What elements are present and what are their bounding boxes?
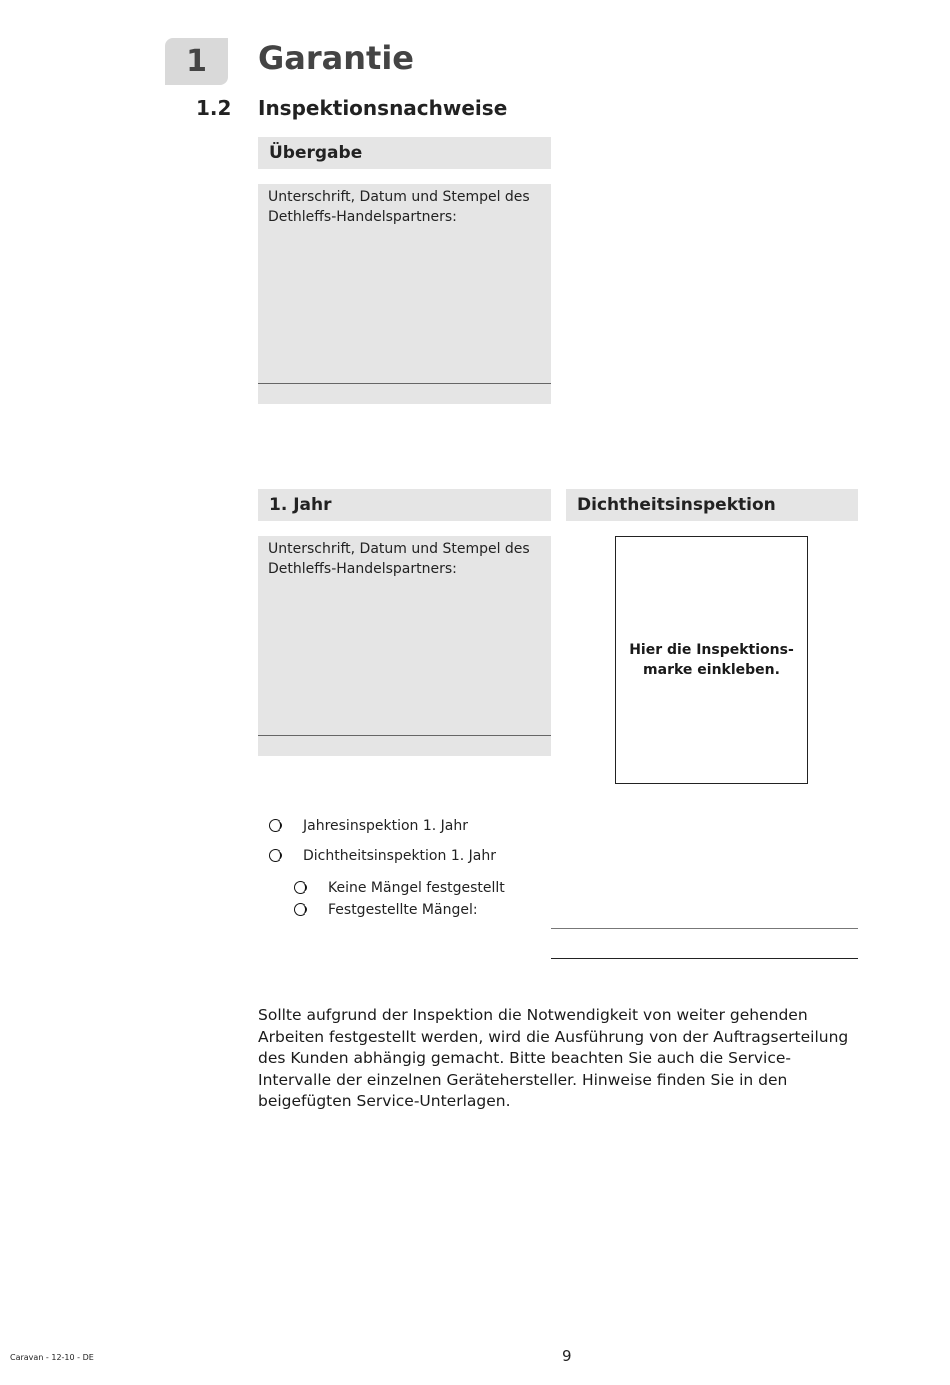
sticker-instruction-line1: Hier die Inspektions- — [629, 642, 794, 658]
defects-write-line-2[interactable] — [551, 958, 858, 959]
section-number: 1.2 — [196, 96, 232, 120]
section-title: Inspektionsnachweise — [258, 96, 508, 120]
year1-signature-box — [258, 536, 551, 735]
year1-header: 1. Jahr — [258, 489, 551, 521]
page-number: 9 — [562, 1347, 572, 1365]
checkbox-circle-icon[interactable] — [269, 849, 282, 862]
leak-inspection-header: Dichtheitsinspektion — [566, 489, 858, 521]
checklist-label: Jahresinspektion 1. Jahr — [303, 818, 469, 834]
defects-write-line-1[interactable] — [551, 928, 858, 929]
checklist-subitem-no-defects — [294, 878, 544, 898]
sticker-instruction-line2: marke einkleben. — [643, 662, 780, 678]
checkbox-circle-icon[interactable] — [269, 819, 282, 832]
chapter-title: Garantie — [258, 39, 414, 77]
notice-paragraph: Sollte aufgrund der Inspektion die Notwendigkeit von weiter gehenden Arbeiten festgestellt werden, wird die Ausführung von der Auftragserteilung des Kunden abhängig gemacht. Bitte beachten Sie auch die Service-Intervalle der einzelnen Gerätehersteller. Hinweise finden Sie in den beigefügten Service-Unterlagen. — [258, 1006, 849, 1110]
handover-signature-label: Unterschrift, Datum und Stempel des Dethleffs-Handelspartners: — [268, 189, 530, 225]
checklist-item-annual-inspection — [269, 816, 569, 836]
checklist-item-leak-inspection — [269, 846, 569, 866]
checkbox-circle-icon[interactable] — [294, 881, 307, 894]
checkbox-circle-icon[interactable] — [294, 903, 307, 916]
handover-header: Übergabe — [258, 137, 551, 169]
year1-signature-footer — [258, 736, 551, 756]
checklist-label: Festgestellte Mängel: — [328, 902, 478, 918]
document-code: Caravan - 12-10 - DE — [10, 1353, 94, 1362]
checklist-label: Dichtheitsinspektion 1. Jahr — [303, 848, 496, 864]
handover-block — [258, 137, 551, 169]
handover-signature-box — [258, 184, 551, 383]
checklist-subitem-defects-found — [294, 900, 544, 920]
handover-signature-footer — [258, 384, 551, 404]
inspection-sticker-field — [615, 536, 808, 784]
checklist-label: Keine Mängel festgestellt — [328, 880, 505, 896]
chapter-number-tab: 1 — [165, 38, 228, 85]
year1-signature-label: Unterschrift, Datum und Stempel des Dethleffs-Handelspartners: — [268, 541, 530, 577]
